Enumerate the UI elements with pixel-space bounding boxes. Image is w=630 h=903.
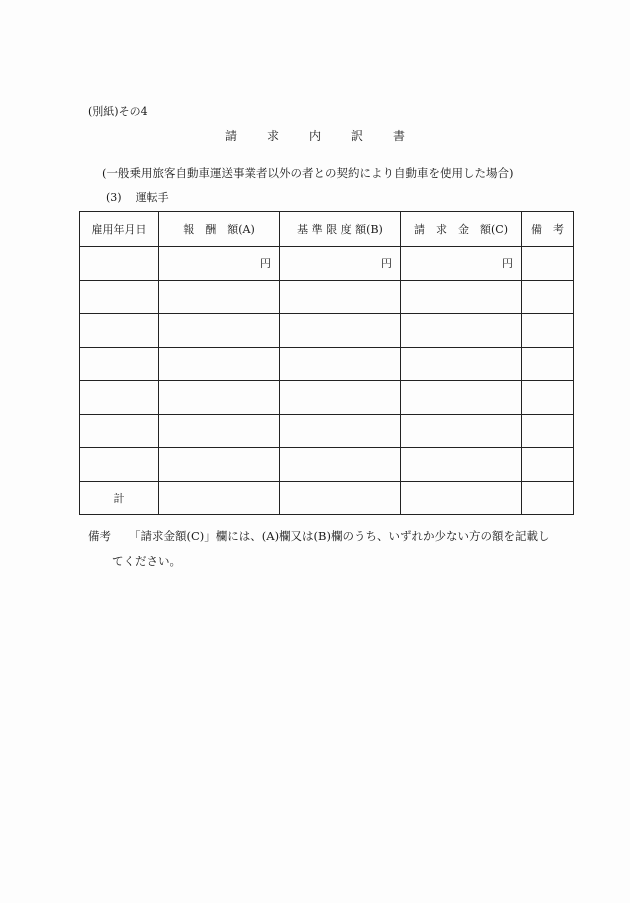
unit-cell[interactable]: 円 — [159, 247, 280, 281]
table-cell[interactable] — [522, 448, 574, 482]
table-cell[interactable] — [280, 448, 401, 482]
table-cell[interactable] — [401, 347, 522, 381]
table-row — [80, 347, 574, 381]
table-cell[interactable] — [80, 414, 159, 448]
header-remarks: 備 考 — [522, 212, 574, 247]
total-cell[interactable] — [280, 481, 401, 515]
table-cell[interactable] — [159, 280, 280, 314]
detail-table — [79, 211, 574, 515]
table-cell[interactable] — [280, 381, 401, 415]
table-cell[interactable] — [401, 381, 522, 415]
unit-cell[interactable]: 円 — [280, 247, 401, 281]
table-cell[interactable] — [80, 314, 159, 348]
table-row — [80, 314, 574, 348]
header-remuneration: 報 酬 額(A) — [159, 212, 280, 247]
table-cell[interactable] — [401, 280, 522, 314]
total-row — [80, 481, 574, 515]
document-subtitle: (一般乗用旅客自動車運送事業者以外の者との契約により自動車を使用した場合) — [102, 166, 514, 180]
table-row — [80, 414, 574, 448]
header-claim-amount: 請 求 金 額(C) — [401, 212, 522, 247]
remarks-note — [88, 528, 549, 544]
table-cell[interactable] — [280, 414, 401, 448]
table-cell[interactable] — [401, 448, 522, 482]
section-heading — [106, 189, 169, 205]
total-cell[interactable] — [159, 481, 280, 515]
table-cell[interactable] — [401, 314, 522, 348]
table-cell[interactable] — [522, 414, 574, 448]
table-cell[interactable] — [522, 347, 574, 381]
table-cell[interactable] — [280, 347, 401, 381]
header-employment-date: 雇用年月日 — [80, 212, 159, 247]
table-cell[interactable] — [80, 448, 159, 482]
total-cell[interactable] — [401, 481, 522, 515]
total-label: 計 — [80, 481, 159, 515]
table-cell[interactable] — [522, 314, 574, 348]
table-cell[interactable] — [80, 247, 159, 281]
attachment-label: (別紙)その4 — [88, 105, 148, 118]
title-char: 請 — [224, 129, 237, 143]
table-cell[interactable] — [159, 414, 280, 448]
table-row — [80, 280, 574, 314]
table-cell[interactable] — [522, 280, 574, 314]
section-title: 運転手 — [135, 191, 169, 204]
total-cell[interactable] — [522, 481, 574, 515]
table-row — [80, 381, 574, 415]
table-cell[interactable] — [80, 347, 159, 381]
table-cell[interactable] — [159, 347, 280, 381]
table-cell[interactable] — [159, 381, 280, 415]
table-cell[interactable] — [401, 414, 522, 448]
table-cell[interactable] — [280, 314, 401, 348]
document-title — [0, 127, 630, 144]
table-cell[interactable] — [159, 314, 280, 348]
note-text-line2: てください。 — [112, 554, 181, 568]
title-char: 書 — [393, 129, 406, 143]
table-cell[interactable] — [522, 381, 574, 415]
table-row — [80, 448, 574, 482]
table-cell[interactable] — [159, 448, 280, 482]
header-standard-limit: 基 準 限 度 額(B) — [280, 212, 401, 247]
title-char: 訳 — [351, 129, 364, 143]
table-cell[interactable] — [80, 381, 159, 415]
table-cell[interactable] — [280, 280, 401, 314]
title-char: 求 — [266, 129, 279, 143]
table-header-row — [80, 212, 574, 247]
unit-cell[interactable]: 円 — [401, 247, 522, 281]
note-label: 備考 — [88, 529, 111, 543]
table-row — [80, 247, 574, 281]
section-number: (3) — [106, 191, 122, 204]
note-text-line1: 「請求金額(C)」欄には、(A)欄又は(B)欄のうち、いずれか少ない方の額を記載し — [129, 529, 550, 543]
table-cell[interactable] — [522, 247, 574, 281]
table-cell[interactable] — [80, 280, 159, 314]
title-char: 内 — [308, 129, 321, 143]
